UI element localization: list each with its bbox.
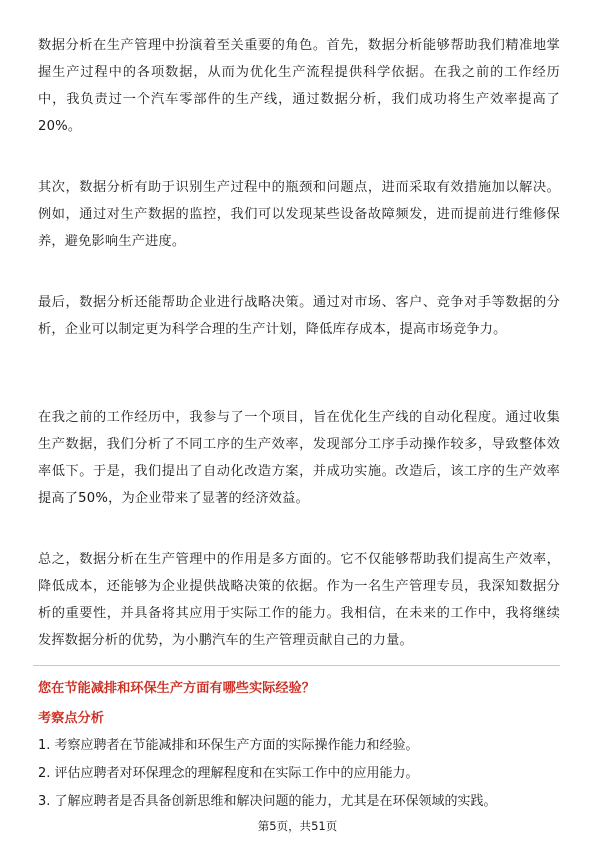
answer-paragraph-3: 最后，数据分析还能帮助企业进行战略决策。通过对市场、客户、竞争对手等数据的分析，企业可以制定更为科学合理的生产计划，降低库存成本，提高市场竞争力。 [38, 295, 560, 337]
answer-paragraph-2: 其次，数据分析有助于识别生产过程中的瓶颈和问题点，进而采取有效措施加以解决。例如，通过对生产数据的监控，我们可以发现某些设备故障频发，进而提前进行维修保养，避免影响生产进度。 [38, 180, 560, 249]
answer-paragraph-4: 在我之前的工作经历中，我参与了一个项目，旨在优化生产线的自动化程度。通过收集生产数据，我们分析了不同工序的生产效率，发现部分工序手动操作较多，导致整体效率低下。于是，我们提出了自动化改造方案，并成功实施。改造后，该工序的生产效率提高了50%，为企业带来了显著的经济效益。 [38, 410, 560, 506]
analysis-item-1: 1. 考察应聘者在节能减排和环保生产方面的实际操作能力和经验。 [38, 738, 419, 753]
analysis-heading: 考察点分析 [38, 711, 104, 726]
answer-paragraph-5: 总之，数据分析在生产管理中的作用是多方面的。它不仅能够帮助我们提高生产效率，降低成本，还能够为企业提供战略决策的依据。作为一名生产管理专员，我深知数据分析的重要性，并具备将其应用于实际工作的能力。我相信，在未来的工作中，我将继续发挥数据分析的优势，为小鹏汽车的生产管理贡献自己的力量。 [38, 552, 560, 648]
interview-question: 您在节能减排和环保生产方面有哪些实际经验？ [38, 681, 315, 696]
page-footer: 第5页，共51页 [257, 819, 338, 833]
analysis-item-2: 2. 评估应聘者对环保理念的理解程度和在实际工作中的应用能力。 [38, 766, 419, 781]
answer-paragraph-1: 数据分析在生产管理中扮演着至关重要的角色。首先，数据分析能够帮助我们精准地掌握生产过程中的各项数据，从而为优化生产流程提供科学依据。在我之前的工作经历中，我负责过一个汽车零部件的生产线，通过数据分析，我们成功将生产效率提高了20%。 [38, 38, 560, 134]
section-divider [33, 665, 560, 666]
analysis-item-3: 3. 了解应聘者是否具备创新思维和解决问题的能力，尤其是在环保领域的实践。 [38, 794, 497, 809]
